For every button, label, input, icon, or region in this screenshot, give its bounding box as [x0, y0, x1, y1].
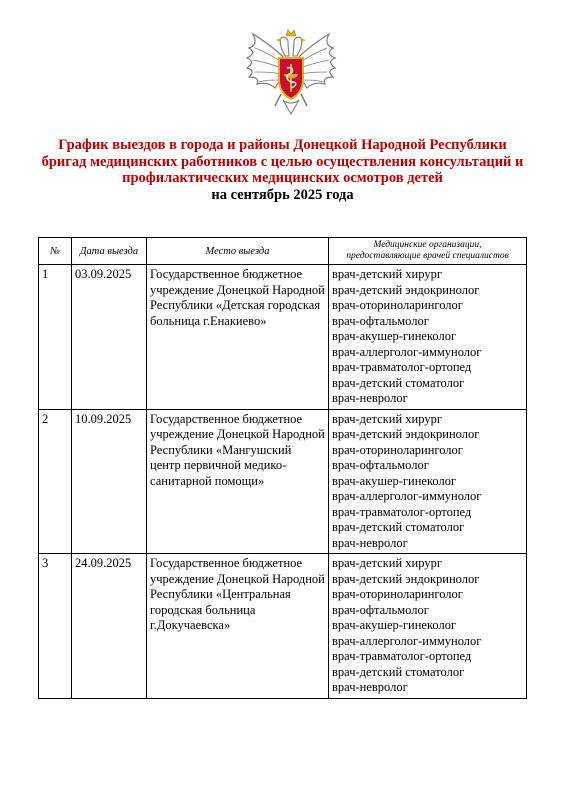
double-headed-eagle-emblem-icon [241, 22, 341, 122]
specialist: врач-детский стоматолог [332, 375, 465, 390]
row-place: Государственное бюджетное учреждение Донецкой Народной Республики «Центральная городская больница г.Докучаевска» [147, 554, 329, 699]
row-num: 1 [39, 265, 72, 410]
specialist: врач-аллерголог-иммунолог [332, 344, 482, 359]
document-title [40, 137, 525, 203]
specialist: врач-детский эндокринолог [332, 282, 480, 297]
schedule-table [38, 237, 527, 699]
specialist: врач-невролог [332, 391, 408, 405]
specialist: врач-детский хирург [332, 556, 442, 570]
specialist: врач-детский стоматолог [332, 520, 465, 534]
table-row [39, 409, 527, 554]
table-row [39, 265, 527, 410]
specialist: врач-детский эндокринолог [332, 571, 480, 586]
specialist: врач-оториноларинголог [332, 442, 463, 457]
specialist: врач-детский стоматолог [332, 664, 465, 679]
header-date: Дата выезда [72, 238, 147, 265]
specialist: врач-детский хирург [332, 267, 442, 281]
specialist: врач-аллерголог-иммунолог [332, 489, 482, 503]
specialist: врач-травматолог-ортопед [332, 360, 472, 374]
title-main: График выездов в города и районы Донецкой Народной Республики бригад медицинских работников с целью осуществления консультаций и профилактических медицинских осмотров детей [41, 137, 524, 186]
specialist: врач-офтальмолог [332, 313, 429, 328]
header-orgs: Медицинские организации, предоставляющие врачей специалистов [329, 238, 527, 265]
row-date: 10.09.2025 [72, 409, 147, 554]
row-place: Государственное бюджетное учреждение Донецкой Народной Республики «Детская городская больница г.Енакиево» [147, 265, 329, 410]
specialist: врач-офтальмолог [332, 602, 429, 617]
row-date: 24.09.2025 [72, 554, 147, 699]
row-specialists [329, 554, 527, 699]
specialist: врач-акушер-гинеколог [332, 618, 457, 632]
header-place: Место выезда [147, 238, 329, 265]
header-num: № [39, 238, 72, 265]
specialist: врач-аллерголог-иммунолог [332, 633, 482, 648]
row-specialists [329, 409, 527, 554]
specialist: врач-травматолог-ортопед [332, 504, 472, 519]
title-period: на сентябрь 2025 года [211, 186, 354, 203]
specialist: врач-акушер-гинеколог [332, 329, 457, 343]
specialist: врач-травматолог-ортопед [332, 649, 472, 663]
specialist: врач-детский хирург [332, 411, 442, 426]
table-row [39, 554, 527, 699]
table-header-row [39, 238, 527, 265]
specialist: врач-офтальмолог [332, 458, 429, 472]
row-specialists [329, 265, 527, 410]
specialist: врач-оториноларинголог [332, 587, 463, 601]
specialist: врач-акушер-гинеколог [332, 473, 457, 488]
row-date: 03.09.2025 [72, 265, 147, 410]
specialist: врач-невролог [332, 535, 408, 550]
specialist: врач-детский эндокринолог [332, 427, 480, 441]
specialist: врач-оториноларинголог [332, 298, 463, 312]
row-place: Государственное бюджетное учреждение Донецкой Народной Республики «Мангушский центр первичной медико-санитарной помощи» [147, 409, 329, 554]
specialist: врач-невролог [332, 680, 408, 694]
row-num: 3 [39, 554, 72, 699]
row-num: 2 [39, 409, 72, 554]
